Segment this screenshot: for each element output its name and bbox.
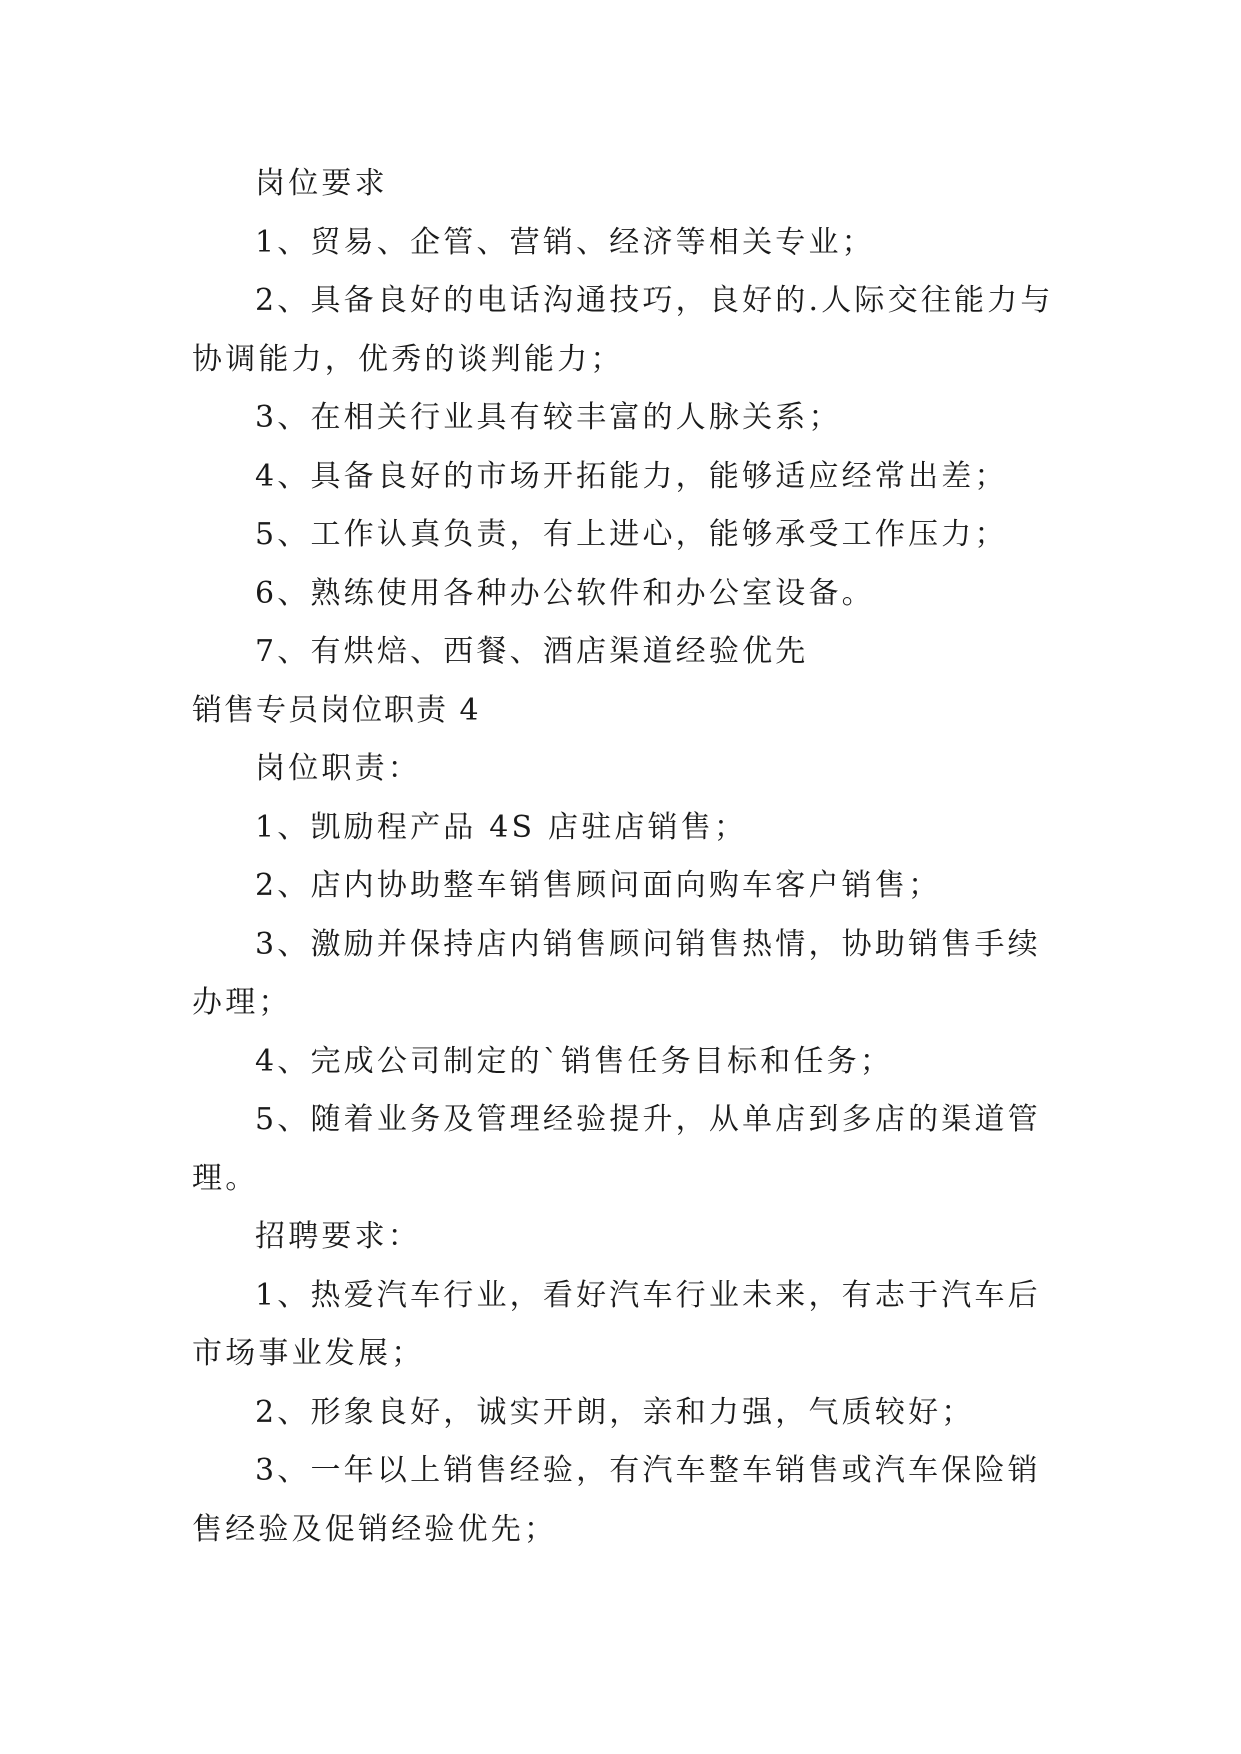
requirement-item-2: 2、具备良好的电话沟通技巧，良好的.人际交往能力与 <box>255 283 1054 318</box>
duty-item-2: 2、店内协助整车销售顾问面向购车客户销售； <box>255 868 942 903</box>
duty-item-1: 1、凯励程产品 4S 店驻店销售； <box>255 809 748 845</box>
section-heading-requirements: 岗位要求 <box>255 166 388 201</box>
recruitment-item-3: 3、一年以上销售经验，有汽车整车销售或汽车保险销 <box>255 1453 1041 1488</box>
duty-item-4: 4、完成公司制定的`销售任务目标和任务； <box>255 1043 894 1079</box>
duty-item-5-continued: 理。 <box>192 1160 259 1196</box>
recruitment-item-2: 2、形象良好，诚实开朗，亲和力强，气质较好； <box>255 1394 975 1430</box>
document-body <box>192 155 1052 1559</box>
requirement-item-4: 4、具备良好的市场开拓能力，能够适应经常出差； <box>255 458 1008 494</box>
duty-item-5: 5、随着业务及管理经验提升，从单店到多店的渠道管 <box>255 1102 1041 1137</box>
requirement-item-7: 7、有烘焙、西餐、酒店渠道经验优先 <box>255 634 809 669</box>
requirement-item-6: 6、熟练使用各种办公软件和办公室设备。 <box>255 575 875 611</box>
recruitment-item-1: 1、热爱汽车行业，看好汽车行业未来，有志于汽车后 <box>255 1277 1041 1313</box>
requirement-item-2-continued: 协调能力，优秀的谈判能力； <box>192 341 624 377</box>
requirement-item-1: 1、贸易、企管、营销、经济等相关专业； <box>255 224 875 260</box>
requirement-item-3: 3、在相关行业具有较丰富的人脉关系； <box>255 400 842 435</box>
section-title-sales-specialist-4: 销售专员岗位职责 4 <box>192 692 481 728</box>
recruitment-item-3-continued: 售经验及促销经验优先； <box>192 1511 558 1547</box>
section-heading-duties: 岗位职责： <box>255 751 421 786</box>
recruitment-item-1-continued: 市场事业发展； <box>192 1336 425 1371</box>
duty-item-3-continued: 办理； <box>192 985 292 1020</box>
duty-item-3: 3、激励并保持店内销售顾问销售热情，协助销售手续 <box>255 926 1041 962</box>
section-heading-recruitment: 招聘要求： <box>255 1219 421 1254</box>
requirement-item-5: 5、工作认真负责，有上进心，能够承受工作压力； <box>255 517 1008 552</box>
